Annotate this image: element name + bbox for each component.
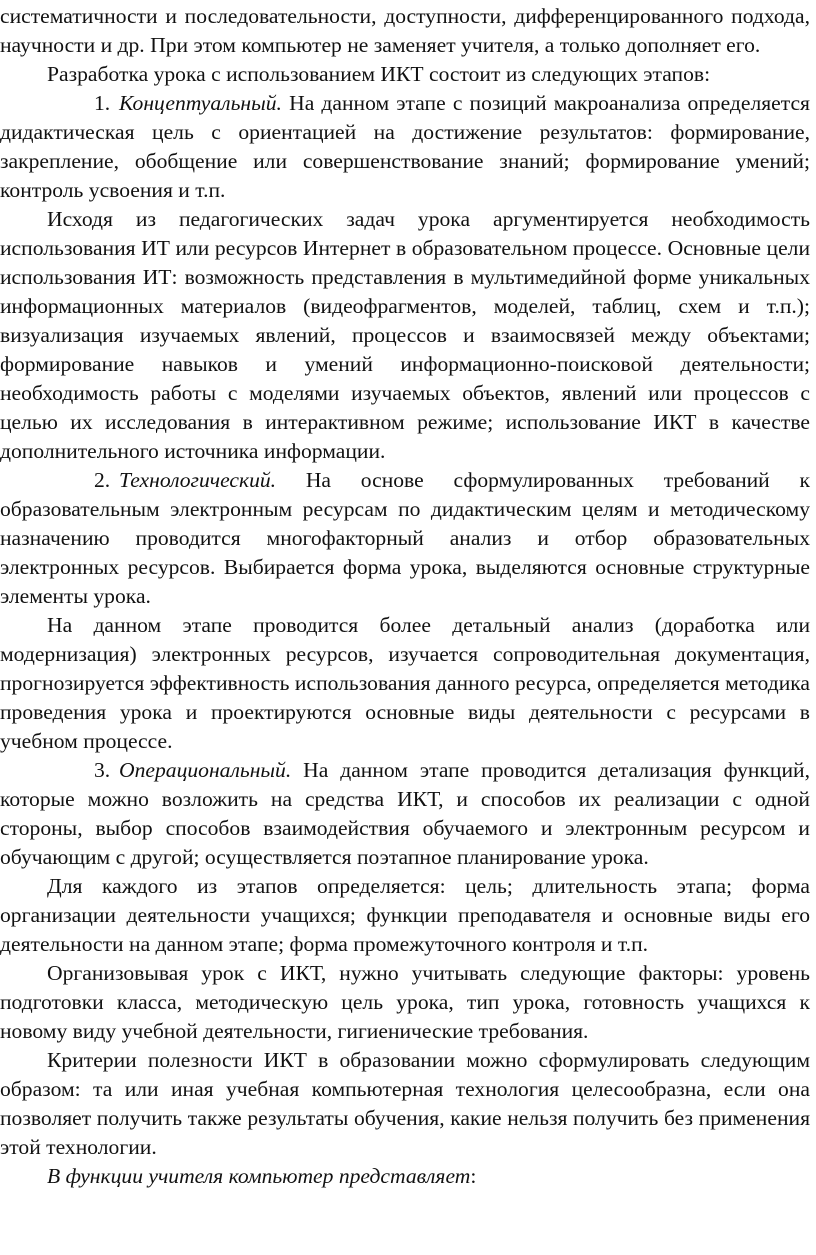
paragraph-continuation: систематичности и последовательности, доступности, дифференцированного подхода, научности и др. При этом компьютер не заменяет учителя, а только дополняет его. (0, 4, 810, 57)
paragraph-detailed-analysis: На данном этапе проводится более детальный анализ (доработка или модернизация) электронных ресурсов, изучается сопроводительная документация, прогнозируется эффективность использования данного ресурса, определяется методика проведения урока и проектируются основные виды деятельности с ресурсами в учебном процессе. (0, 613, 810, 753)
paragraph-factors: Организовывая урок с ИКТ, нужно учитывать следующие факторы: уровень подготовки класса, методическую цель урока, тип урока, готовность учащихся к новому виду учебной деятельности, гигиенические требования. (0, 961, 810, 1043)
teacher-functions-heading: В функции учителя компьютер представляет (47, 1164, 471, 1188)
paragraph-teacher-functions (0, 1162, 810, 1191)
paragraph-stage-1 (0, 89, 810, 205)
stage-2-title: Технологический. (119, 468, 277, 492)
stage-2-text: На основе сформулированных требований к образовательным электронным ресурсам по дидактическим целям и методическому назначению проводится многофакторный анализ и отбор образовательных электронных ресурсов. Выбирается форма урока, выделяются основные структурные элементы урока. (0, 468, 810, 608)
paragraph-criteria: Критерии полезности ИКТ в образовании можно сформулировать следующим образом: та или иная учебная компьютерная технология целесообразна, если она позволяет получить также результаты обучения, какие нельзя получить без применения этой технологии. (0, 1048, 810, 1159)
stage-3-title: Операциональный. (119, 758, 292, 782)
paragraph-it-goals: Исходя из педагогических задач урока аргументируется необходимость использования ИТ или ресурсов Интернет в образовательном процессе. Основные цели использования ИТ: возможность представления в мультимедийной форме уникальных информационных материалов (видеофрагментов, моделей, таблиц, схем и т.п.); визуализация изучаемых явлений, процессов и взаимосвязей между объектами; формирование навыков и умений информационно-поисковой деятельности; необходимость работы с моделями изучаемых объектов, явлений или процессов с целью их исследования в интерактивном режиме; использование ИКТ в качестве дополнительного источника информации. (0, 207, 810, 463)
paragraph-stage-2 (0, 466, 810, 611)
paragraph-stage-3 (0, 756, 810, 872)
stage-2-number: 2. (94, 468, 111, 492)
stage-1-title: Концептуальный. (119, 91, 282, 115)
stage-3-number: 3. (94, 758, 111, 782)
stage-1-text: На данном этапе с позиций макроанализа определяется дидактическая цель с ориентацией на достижение результатов: формирование, закрепление, обобщение или совершенствование знаний; формирование умений; контроль усвоения и т.п. (0, 91, 810, 202)
paragraph-stages-intro: Разработка урока с использованием ИКТ состоит из следующих этапов: (47, 62, 711, 86)
stage-1-number: 1. (94, 91, 111, 115)
teacher-functions-colon: : (470, 1164, 477, 1188)
stage-3-text: На данном этапе проводится детализация функций, которые можно возложить на средства ИКТ, и способов их реализации с одной стороны, выбор способов взаимодействия обучаемого и электронным ресурсом и обучающим с другой; осуществляется поэтапное планирование урока. (0, 758, 810, 869)
paragraph-stage-details: Для каждого из этапов определяется: цель; длительность этапа; форма организации деятельности учащихся; функции преподавателя и основные виды его деятельности на данном этапе; форма промежуточного контроля и т.п. (0, 874, 810, 956)
